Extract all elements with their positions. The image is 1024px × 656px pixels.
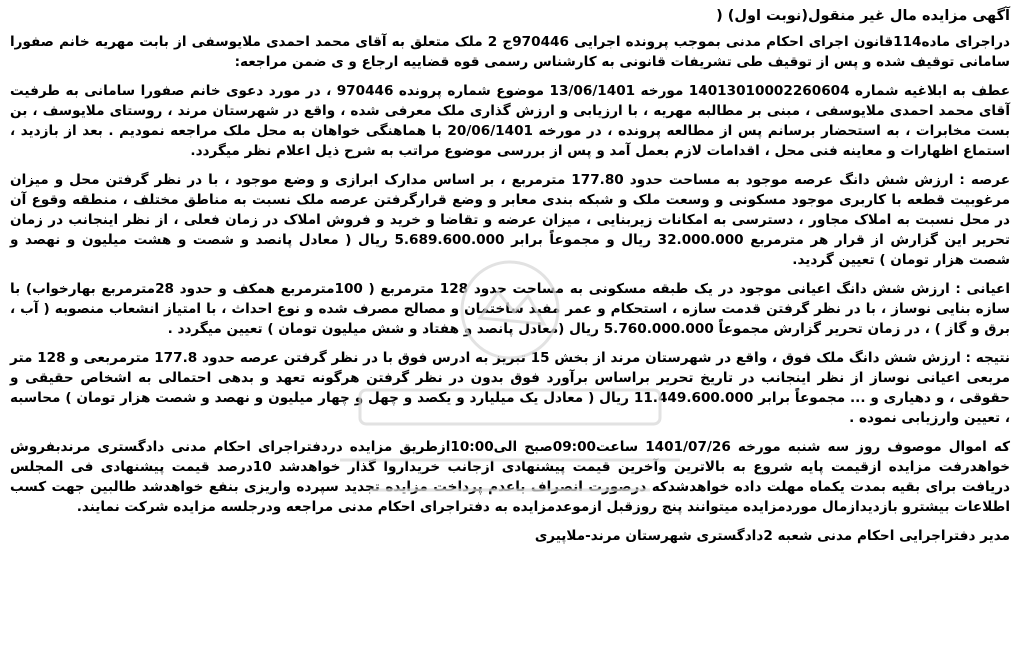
auction-terms-paragraph: که اموال موصوف روز سه شنبه مورخه 1401/07/26 ساعت09:00صبح الی10:00ازطریق مزایده دردفتراجرای احکام مدنی دادگستری مرندبفروش خواهدرفت مزایده ازقیمت پایه شروع به بالاترین وآخرین قیمت پیشنهادی ازجانب خریداروا گذار خواهدشد 10درصد قیمت پیشنهادی فی المجلس دریافت برای بقیه بمدت یکماه مهلت داده خواهدشدکه درصورت انصراف باعدم پرداخت مزایده تجدید سپرده واریزی بنفع خواهدشد طالبین جهت کسب اطلاعات بیشترو بازدیدازمال موردمزایده میتوانند پنج روزقبل ازموعدمزایده به دفتراجرای احکام مدنی مراجعه ودرجلسه مزایده شرکت نمایند. xyxy=(10,439,1010,515)
signature-line: مدیر دفتراجرایی احکام مدنی شعبه 2دادگستری شهرستان مرند-ملاپیری xyxy=(534,528,1010,544)
land-valuation-paragraph: عرصه : ارزش شش دانگ عرصه موجود به مساحت حدود 177.80 مترمربع ، بر اساس مدارک ابرازی و وضع موجود ، با در نظر گرفتن محل و میزان مرغوبیت قطعه با کاربری موجود مسکونی و وسعت ملک و شبکه بندی معابر و وضع قرارگرفتن عرصه ملک نسبت به مناطق مختلف ، منطقه وقوع آن در محل نسبت به املاک مجاور ، دسترسی به امکانات زیربنایی ، میزان عرضه و تقاضا و خرید و فروش املاک در زمان فعلی ، از نظر اینجانب در زمان تحریر این گزارش از قرار هر مترمربع 32.000.000 ریال و مجموعاً برابر 5.689.600.000 ریال ( معادل پانصد و شصت و هشت میلیون و نهصد و شصت هزار تومان ) تعیین گردید. xyxy=(10,172,1010,268)
expert-reference-paragraph: عطف به ابلاغیه شماره 14013010002260604 مورخه 13/06/1401 موضوع شماره پرونده 970446 ، در مورد دعوی خانم صفورا سامانی به طرفیت آقای محمد احمدی ملایوسفی ، مبنی بر مطالبه مهریه ، با ارزیابی و ارزش گذاری ملک معرفی شده ، واقع در شهرستان مرند ، روستای ملایوسف ، بن بست مخابرات ، به استحضار برسانم پس از مطالعه پرونده ، در مورخه 20/06/1401 با هماهنگی خواهان به محل ملک مراجعه نمودیم . بعد از بازدید ، استماع اظهارات و معاینه فنی محل ، اقدامات لازم بعمل آمد و پس از بررسی موضوع مراتب به شرح ذیل اعلام نظر میگردد. xyxy=(10,83,1010,159)
building-valuation-paragraph: اعیانی : ارزش شش دانگ اعیانی موجود در یک طبقه مسکونی به مساحت حدود 128 مترمربع ( 100مترمربع همکف و حدود 28مترمربع بهارخواب) با سازه بنایی نوساز ، با در نظر گرفتن قدمت سازه ، استحکام و عمر مفید ساختمان و مصالح مصرف شده و نوع احداث ، با امتیاز انشعاب منصوبه ( آب ، برق و گاز ) ، در زمان تحریر گزارش مجموعاً 5.760.000.000 ریال (معادل پانصد و هفتاد و شش میلیون تومان ) تعیین میگردد . xyxy=(10,281,1010,337)
notice-title: آگهی مزایده مال غیر منقول(نوبت اول) ( xyxy=(716,8,1010,24)
intro-paragraph: دراجرای ماده114قانون اجرای احکام مدنی بموجب پرونده اجرایی 970446ج 2 ملک متعلق به آقای محمد احمدی ملایوسفی از بابت مهریه خانم صفورا سامانی توقیف شده و پس از توقیف طی تشریفات قانونی به کارشناس رسمی قوه قضاییه ارجاع و ی ضمن مراجعه: xyxy=(10,34,1010,70)
result-paragraph: نتیجه : ارزش شش دانگ ملک فوق ، واقع در شهرستان مرند از بخش 15 تبریز به ادرس فوق با در نظر گرفتن عرصه حدود 177.8 مترمربعی و 128 متر مربعی اعیانی نوساز از نظر اینجانب در تاریخ تحریر براساس برآورد فوق بدون در نظر گرفتن هرگونه تعهد و بدهی احتمالی به اشخاص حقیقی و حقوقی ، و دهیاری و ... مجموعاً برابر 11.449.600.000 ریال ( معادل یک میلیارد و یکصد و چهل و چهار میلیون و نهصد و شصت هزار تومان ) محاسبه ، تعیین وارزیابی نموده . xyxy=(10,350,1010,426)
